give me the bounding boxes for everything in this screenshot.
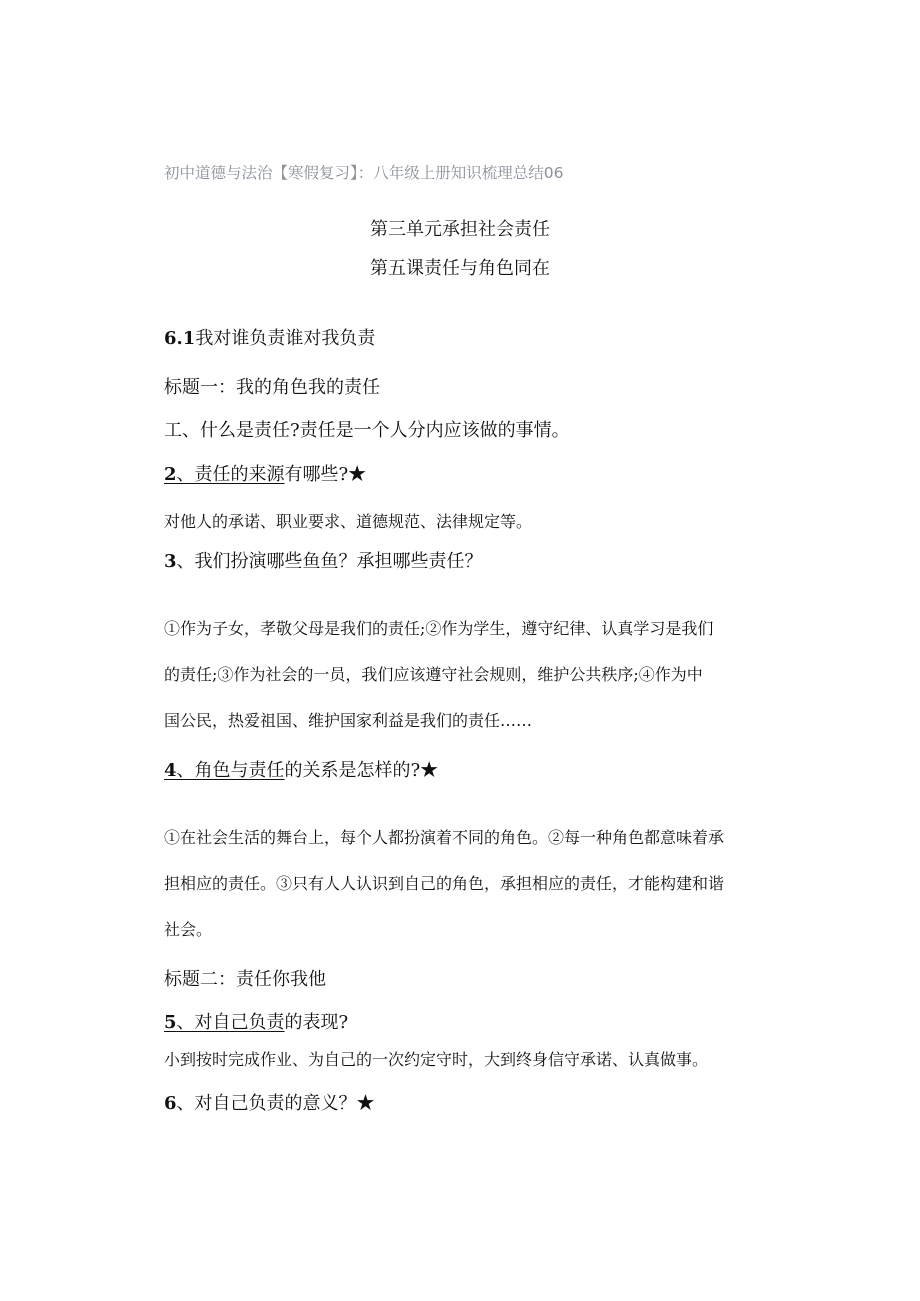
section-heading — [164, 330, 375, 348]
question-2-rest: 有哪些?★ — [284, 464, 367, 485]
question-3-number: 3 — [164, 551, 177, 572]
question-5-rest: 的表现? — [284, 1012, 349, 1033]
answer-3-line-1: ①作为子女，孝敬父母是我们的责任;②作为学生，遵守纪律、认真学习是我们 — [164, 619, 714, 638]
topic-heading-1: 标题一：我的角色我的责任 — [164, 377, 380, 398]
question-4-underlined: 、角色与责任 — [176, 760, 285, 781]
answer-5: 小到按时完成作业、为自己的一次约定守时，大到终身信守承诺、认真做事。 — [164, 1050, 709, 1069]
answer-3-line-2: 的责任;③作为社会的一员，我们应该遵守社会规则，维护公共秩序;④作为中 — [164, 665, 703, 684]
unit-title: 第三单元承担社会责任 — [370, 219, 550, 240]
question-6-number: 6 — [164, 1093, 177, 1114]
question-5-number: 5 — [164, 1012, 177, 1033]
question-5 — [164, 1014, 348, 1032]
question-4-number: 4 — [164, 760, 177, 781]
question-5-underlined: 、对自己负责 — [176, 1012, 285, 1033]
question-2-underlined: 、责任的来源 — [176, 464, 285, 485]
question-6-rest: 、对自己负责的意义？★ — [176, 1093, 375, 1114]
question-6 — [164, 1095, 375, 1113]
question-3-rest: 、我们扮演哪些鱼鱼？承担哪些责任？ — [176, 551, 483, 572]
question-4-rest: 的关系是怎样的?★ — [284, 760, 439, 781]
answer-4-line-1: ①在社会生活的舞台上，每个人都扮演着不同的角色。②每一种角色都意味着承 — [164, 828, 725, 847]
answer-4-line-2: 担相应的责任。③只有人人认识到自己的角色，承担相应的责任，才能构建和谐 — [164, 874, 725, 893]
question-1: 工、什么是责任?责任是一个人分内应该做的事情。 — [164, 420, 570, 441]
question-2-number: 2 — [164, 464, 177, 485]
question-3 — [164, 553, 483, 571]
topic-heading-2: 标题二：责任你我他 — [164, 969, 326, 990]
answer-4-line-3: 社会。 — [164, 920, 213, 939]
lesson-title: 第五课责任与角色同在 — [370, 258, 550, 279]
document-header: 初中道德与法治【寒假复习】：八年级上册知识梳理总结06 — [164, 164, 564, 182]
answer-2: 对他人的承诺、职业要求、道德规范、法律规定等。 — [164, 512, 533, 531]
question-2 — [164, 466, 366, 484]
section-text: 我对谁负责谁对我负责 — [195, 328, 376, 349]
section-number: 6.1 — [164, 328, 196, 349]
question-4 — [164, 762, 438, 780]
answer-3-line-3: 国公民，热爱祖国、维护国家利益是我们的责任…… — [164, 711, 533, 730]
